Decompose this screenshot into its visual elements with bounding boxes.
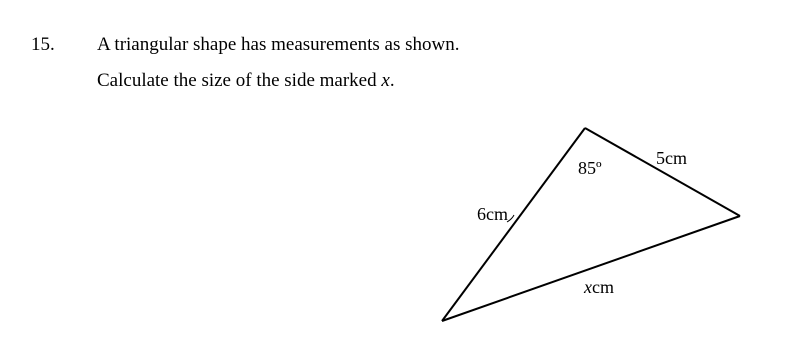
side-bottom — [442, 216, 740, 321]
side-bottom-unit: cm — [592, 277, 614, 297]
side-right — [585, 128, 740, 216]
question-variable-x: x — [381, 70, 390, 91]
side-left-label: 6cm — [477, 204, 508, 224]
question-line-2-start: Calculate the size of the side marked — [97, 70, 382, 91]
angle-label: 85º — [578, 158, 602, 178]
question-line-1: A triangular shape has measurements as shown. — [97, 34, 460, 55]
side-right-label: 5cm — [656, 148, 687, 168]
side-left-label-leader — [507, 215, 514, 222]
side-bottom-variable: x — [584, 277, 592, 297]
question-line-2-end: . — [389, 70, 395, 91]
side-left — [442, 128, 585, 321]
question-number: 15. — [31, 34, 55, 55]
side-bottom-label — [583, 277, 614, 297]
